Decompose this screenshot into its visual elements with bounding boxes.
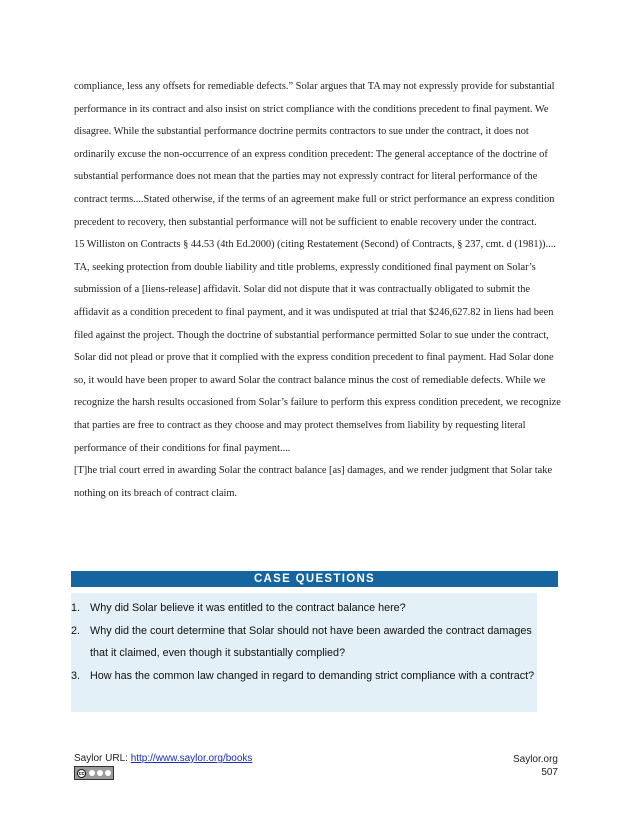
- case-question-3: [71, 665, 537, 688]
- question-text: Why did the court determine that Solar should not have been awarded the contract damages that it claimed, even though it substantially complied?: [90, 624, 532, 659]
- excerpt-paragraph-2: TA, seeking protection from double liability and title problems, expressly conditioned final payment on Solar’s submission of a [liens-release] affidavit. Solar did not dispute that it was contractually obligated to submit the affidavit as a condition precedent to final payment, and it was undisputed at trial that $246,627.82 in liens had been filed against the project. Though the doctrine of substantial performance permitted Solar to sue under the contract, Solar did not plead or prove that it complied with the express condition precedent to final payment. Had Solar done so, it would have been proper to award Solar the contract balance minus the cost of remediable defects. While we recognize the harsh results occasioned from Solar’s failure to perform this express condition precedent, we recognize that parties are free to contract as they choose and may protect themselves from liability by requesting literal performance of their conditions for final payment....: [74, 261, 561, 454]
- question-text: How has the common law changed in regard to demanding strict compliance with a contract?: [90, 669, 535, 682]
- excerpt-citation: 15 Williston on Contracts § 44.53 (4th Ed.2000) (citing Restatement (Second) of Contracts, § 237, cmt. d (1981))....: [74, 239, 556, 251]
- creative-commons-license-icon: cc: [74, 766, 114, 780]
- case-questions-box: [71, 593, 537, 712]
- page-number: 507: [541, 767, 558, 778]
- excerpt-paragraph-3: [T]he trial court erred in awarding Solar the contract balance [as] damages, and we render judgment that Solar take nothing on its breach of contract claim.: [74, 465, 553, 499]
- footer-source: [74, 753, 252, 764]
- footer-page-info: [513, 753, 558, 779]
- case-questions-heading: CASE QUESTIONS: [71, 571, 558, 587]
- case-excerpt: [74, 76, 562, 505]
- excerpt-paragraph-1: compliance, less any offsets for remediable defects.” Solar argues that TA may not expressly provide for substantial performance in its contract and also insist on strict compliance with the conditions precedent to final payment. We disagree. While the substantial performance doctrine permits contractors to sue under the contract, it does not ordinarily excuse the non-occurrence of an express condition precedent: The general acceptance of the doctrine of substantial performance does not mean that the parties may not expressly contract for literal performance of the contract terms....Stated otherwise, if the terms of an agreement make full or strict performance an express condition precedent to recovery, then substantial performance will not be sufficient to enable recovery under the contract.: [74, 81, 555, 228]
- question-number: 2.: [71, 624, 81, 637]
- question-number: 3.: [71, 669, 81, 682]
- case-question-1: [71, 597, 537, 620]
- case-question-2: [71, 620, 537, 665]
- footer-site: Saylor.org: [512, 754, 558, 765]
- question-number: 1.: [71, 602, 81, 614]
- question-text: Why did Solar believe it was entitled to the contract balance here?: [90, 602, 406, 614]
- saylor-books-link[interactable]: http://www.saylor.org/books: [130, 753, 253, 764]
- case-questions-list: [71, 597, 537, 687]
- footer-url-label: Saylor URL:: [74, 753, 131, 764]
